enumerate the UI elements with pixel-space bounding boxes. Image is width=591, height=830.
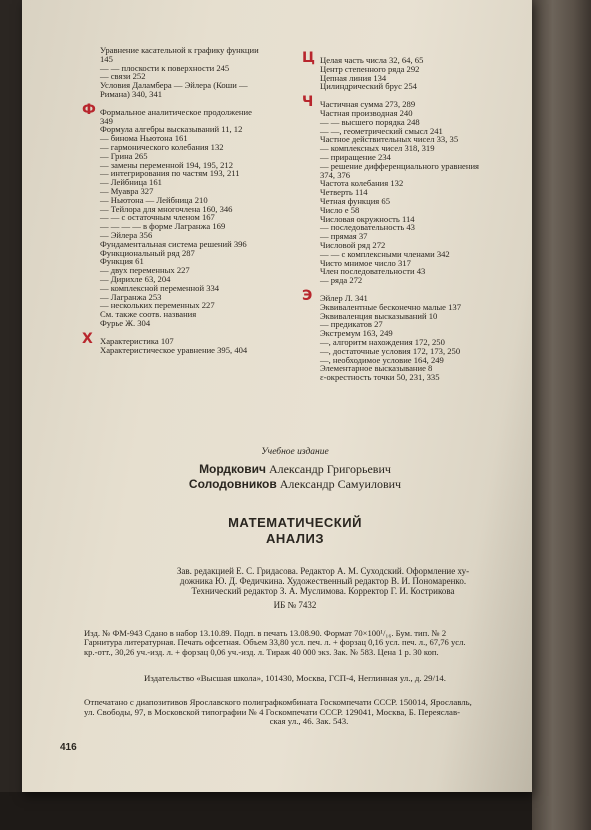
index-entry: 374, 376 [320, 169, 351, 180]
index-entry: —, необходимое условие 164, 249 [320, 354, 444, 365]
index-entry: Частота колебания 132 [320, 178, 404, 189]
index-entry: — замены переменной 194, 195, 212 [100, 159, 234, 170]
index-entry: См. также соотв. названия [100, 309, 197, 320]
author-2 [60, 477, 530, 492]
printing-info [84, 698, 534, 727]
index-entry: Формула алгебры высказываний 11, 12 [100, 124, 243, 135]
index-entry: Элементарное высказывание 8 [320, 363, 433, 374]
index-entry: Четная функция 65 [320, 195, 390, 206]
index-entry: — последовательность 43 [320, 222, 415, 233]
index-section-letter: Э [302, 287, 313, 304]
index-entry: — связи 252 [100, 71, 146, 82]
index-entry: Фурье Ж. 304 [100, 317, 151, 328]
index-entry: Эйлер Л. 341 [320, 292, 368, 303]
author-1-given: Александр Григорьевич [268, 462, 391, 476]
table-surface [0, 792, 532, 830]
index-entry: — — высшего порядка 248 [320, 116, 420, 127]
publication-label: Учебное издание [261, 447, 329, 457]
index-entry: Условия Даламбера — Эйлера (Коши — [100, 80, 248, 91]
index-entry: Характеристическое уравнение 395, 404 [100, 344, 248, 355]
index-entry: Член последовательности 43 [320, 266, 426, 277]
index-entry: — Лагранжа 253 [100, 291, 162, 302]
index-entry: Функция 61 [100, 256, 144, 267]
index-entry: Чисто мнимое число 317 [320, 257, 411, 268]
index-entry: —, достаточные условия 172, 173, 250 [320, 345, 461, 356]
index-entry: Уравнение касательной к графику функции [100, 45, 259, 55]
index-entry: Центр степенного ряда 292 [320, 63, 420, 74]
index-entry: Частная производная 240 [320, 107, 413, 118]
book-right-edge [532, 0, 591, 830]
index-entry: — нескольких переменных 227 [100, 300, 215, 311]
credits-line: Зав. редакцией Е. С. Гридасова. Редактор А. М. Суходский. Оформление ху- [176, 566, 470, 576]
index-letter-group [302, 287, 535, 383]
index-entry: Четверть 114 [320, 187, 368, 198]
index-entry: — Тейлора для многочлена 160, 346 [100, 203, 233, 214]
index-letter-group [302, 94, 535, 286]
author-2-surname: Солодовников [188, 477, 277, 491]
author-1-surname: Мордкович [199, 462, 266, 476]
page-number: 416 [60, 742, 77, 753]
index-entry: — —, геометрический смысл 241 [320, 125, 443, 136]
index-entry: Частное действительных чисел 33, 35 [320, 134, 459, 145]
imprint-line: кр.-отт., 30,26 уч.-изд. л. + форзац 0,06 уч.-изд. л. Тираж 40 000 экз. Зак. № 583. Цена 1 р. 30 коп. [84, 646, 439, 657]
publisher-line: Издательство «Высшая школа», 101430, Москва, ГСП-4, Неглинная ул., д. 29/14. [143, 673, 447, 683]
index-entry: Фундаментальная система решений 396 [100, 238, 247, 249]
index-entry: 349 [100, 115, 113, 126]
index-entry: Формальное аналитическое продолжение [100, 106, 252, 117]
index-entry: Эквивалентные бесконечно малые 137 [320, 301, 462, 312]
book-title-line-1: МАТЕМАТИЧЕСКИЙ [228, 515, 362, 530]
index-entry: Функциональный ряд 287 [100, 247, 195, 258]
index-section-letter: Ц [302, 50, 315, 66]
index-entry: — Лейбница 161 [100, 177, 162, 188]
index-entry: Числовой ряд 272 [320, 239, 386, 250]
index-entry: 145 [100, 53, 113, 64]
index-entry: — Эйлера 356 [100, 229, 153, 240]
index-entry: — — плоскости к поверхности 245 [100, 62, 230, 73]
index-entry: — решение дифференциального уравнения [320, 160, 480, 171]
index-column-right [302, 50, 535, 383]
imprint-details [84, 629, 534, 657]
index-entry: — интегрирования по частям 193, 211 [100, 168, 240, 179]
editorial-credits [118, 566, 528, 596]
credits-line: Технический редактор З. А. Муслимова. Корректор Г. И. Кострикова [191, 586, 455, 596]
index-entry: Цилиндрический брус 254 [320, 81, 417, 92]
index-entry: — комплексной переменной 334 [100, 282, 220, 293]
author-2-given: Александр Самуилович [279, 477, 402, 491]
index-entry: — Ньютона — Лейбница 210 [100, 194, 208, 205]
index-entry: — — с остаточным членом 167 [100, 212, 215, 223]
index-letter-group [302, 50, 535, 92]
index-entry: — ряда 272 [320, 275, 363, 286]
index-section-letter: Х [82, 330, 93, 347]
index-entry: Римана) 340, 341 [100, 88, 163, 99]
index-entry: Число e 58 [320, 204, 360, 215]
index-letter-group [82, 101, 325, 328]
index-entry: — — — — в форме Лагранжа 169 [100, 221, 226, 232]
index-entry: Цепная линия 134 [320, 72, 387, 83]
index-entry: Характеристика 107 [100, 335, 174, 346]
index-entry: — бинома Ньютона 161 [100, 133, 188, 144]
index-entry: ε-окрестность точки 50, 231, 335 [320, 372, 440, 383]
imprint-line: Изд. № ФМ-943 Сдано в набор 13.10.89. Подп. в печать 13.08.90. Формат 70×100¹/₁₆. Бум. тип. № 2 [84, 628, 447, 638]
book-title-line-2: АНАЛИЗ [266, 531, 324, 546]
isbn-line: ИБ № 7432 [273, 600, 317, 610]
index-entry: Частичная сумма 273, 289 [320, 99, 416, 110]
index-entry: Экстремум 163, 249 [320, 328, 393, 339]
index-letter-group [82, 330, 325, 355]
index-entry: Числовая окружность 114 [320, 213, 415, 224]
index-entry: — двух переменных 227 [100, 265, 190, 276]
index-column-left [82, 45, 325, 355]
index-entry: — комплексных чисел 318, 319 [320, 143, 435, 154]
printing-line: Отпечатано с диапозитивов Ярославского полиграфкомбината Госкомпечати СССР. 150014, Ярославль, [84, 697, 472, 707]
index-entry: Целая часть числа 32, 64, 65 [320, 55, 424, 65]
index-entry: — прямая 37 [320, 231, 368, 242]
printing-line: ул. Свободы, 97, в Московской типографии № 4 Госкомпечати СССР. 129041, Москва, Б. Переяслав- [84, 706, 461, 717]
index-entry: — приращение 234 [320, 151, 391, 162]
index-entry: — Муавра 327 [100, 185, 154, 196]
index-section-letter: Ф [82, 101, 96, 118]
index-entry: — гармонического колебания 132 [100, 141, 224, 152]
author-1 [60, 462, 530, 477]
index-entry: — предикатов 27 [320, 319, 383, 330]
credits-line: дожника Ю. Д. Федичкина. Художественный редактор В. И. Пономаренко. [179, 576, 467, 586]
index-entry: — Дирихле 63, 204 [100, 273, 171, 284]
index-section-letter: Ч [302, 94, 314, 111]
imprint-line: Гарнитура литературная. Печать офсетная. Объем 33,80 усл. печ. л. + форзац 0,16 усл. печ. л., 67,76 усл. [84, 637, 466, 648]
index-letter-group [100, 46, 325, 99]
index-entry: Эквиваленция высказываний 10 [320, 310, 438, 321]
index-entry: —, алгоритм нахождения 172, 250 [320, 336, 445, 347]
index-entry: — — с комплексными членами 342 [320, 248, 450, 259]
index-entry: — Грина 265 [100, 150, 148, 161]
printing-line: ская ул., 46. Зак. 543. [269, 716, 349, 727]
